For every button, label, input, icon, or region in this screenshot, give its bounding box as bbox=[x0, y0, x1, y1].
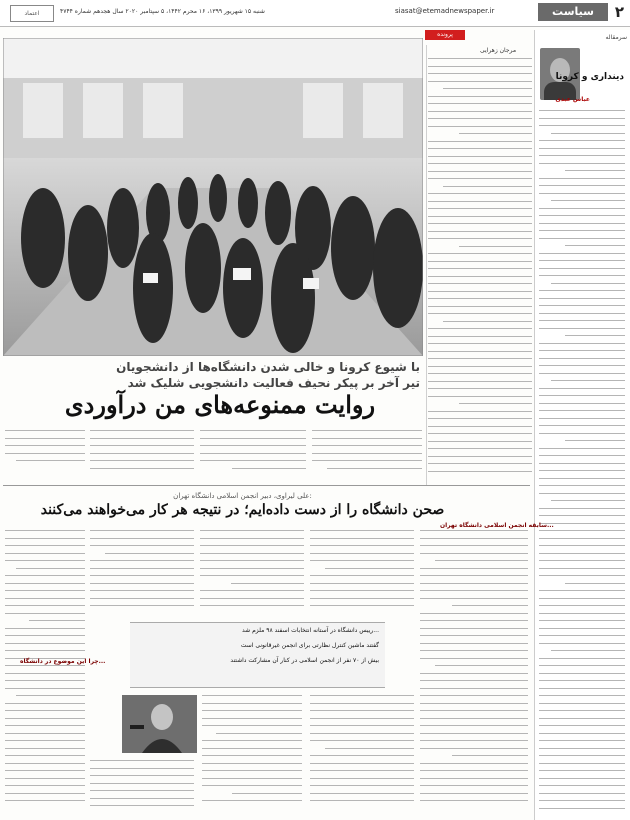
interview-question-2: چرا این موضوع در دانشگاه... bbox=[20, 658, 106, 665]
interview-col-7 bbox=[310, 695, 414, 815]
feature-body-col-1 bbox=[428, 58, 532, 478]
feature-byline: مرجان زهرایی bbox=[480, 47, 517, 54]
editorial-body bbox=[539, 110, 625, 815]
interview-col-6 bbox=[202, 695, 302, 815]
section-divider bbox=[3, 485, 530, 486]
interview-question-1: سابقه انجمن اسلامی دانشگاه تهران... bbox=[440, 522, 554, 529]
interview-col-5 bbox=[5, 530, 85, 815]
feature-body-col-4 bbox=[90, 430, 194, 478]
feature-tag: پرونده bbox=[425, 30, 465, 40]
speaker-image bbox=[122, 695, 197, 753]
feature-subhead-1: با شیوع کرونا و خالی شدن دانشگاه‌ها از دانشجویان bbox=[116, 360, 420, 374]
editorial-column bbox=[534, 30, 630, 820]
pull-quote-1: رییس دانشگاه در آستانه انتخابات اسفند ۹۸ ملزم شد... bbox=[242, 627, 379, 634]
dateline: شنبه ۱۵ شهریور ۱۳۹۹، ۱۶ محرم ۱۴۴۲، ۵ سپتامبر ۲۰۲۰ سال هجدهم شماره ۴۷۴۴ bbox=[60, 8, 265, 15]
interview-col-1 bbox=[420, 530, 528, 815]
interview-col-4 bbox=[90, 530, 194, 618]
interview-headline: صحن دانشگاه را از دست داده‌ایم؛ در نتیجه هر کار می‌خواهند می‌کنند bbox=[40, 502, 445, 518]
feature-body-col-2 bbox=[312, 430, 422, 478]
website: siasat@etemadnewspaper.ir bbox=[395, 7, 495, 15]
interview-col-8 bbox=[90, 760, 194, 815]
feature-body-col-5 bbox=[5, 430, 85, 478]
interview-kicker: علی لیراوی، دبیر انجمن اسلامی دانشگاه تهران: bbox=[173, 492, 312, 500]
page-header bbox=[0, 0, 630, 27]
newspaper-logo: اعتماد bbox=[10, 5, 54, 22]
editorial-author: عباس عبدی bbox=[555, 96, 590, 103]
interviewee-photo bbox=[122, 695, 197, 753]
column-divider bbox=[426, 45, 427, 485]
feature-photo bbox=[3, 38, 423, 356]
students-hallway-image bbox=[3, 38, 423, 356]
feature-subhead-2: تیر آخر بر پیکر نحیف فعالیت دانشجویی شلیک شد bbox=[127, 376, 420, 390]
column-label: سرمقاله bbox=[605, 34, 627, 41]
page-number: ۲ bbox=[614, 3, 624, 21]
section-label: سیاست bbox=[538, 3, 608, 21]
feature-headline: روایت ممنوعه‌های من درآوردی bbox=[64, 390, 376, 419]
interview-col-2 bbox=[310, 530, 414, 618]
feature-body-col-3 bbox=[200, 430, 306, 478]
interview-col-3 bbox=[200, 530, 304, 618]
pull-quote-3: بیش از ۷۰ نفر از انجمن اسلامی در کنار آن مشارکت داشتند bbox=[230, 657, 379, 664]
pull-quote-box bbox=[130, 622, 385, 688]
pull-quote-2: گفتند ماشین کنترل نظارتی برای انجمن غیرقانونی است bbox=[240, 642, 379, 649]
editorial-title: دینداری و کرونا bbox=[555, 72, 624, 82]
